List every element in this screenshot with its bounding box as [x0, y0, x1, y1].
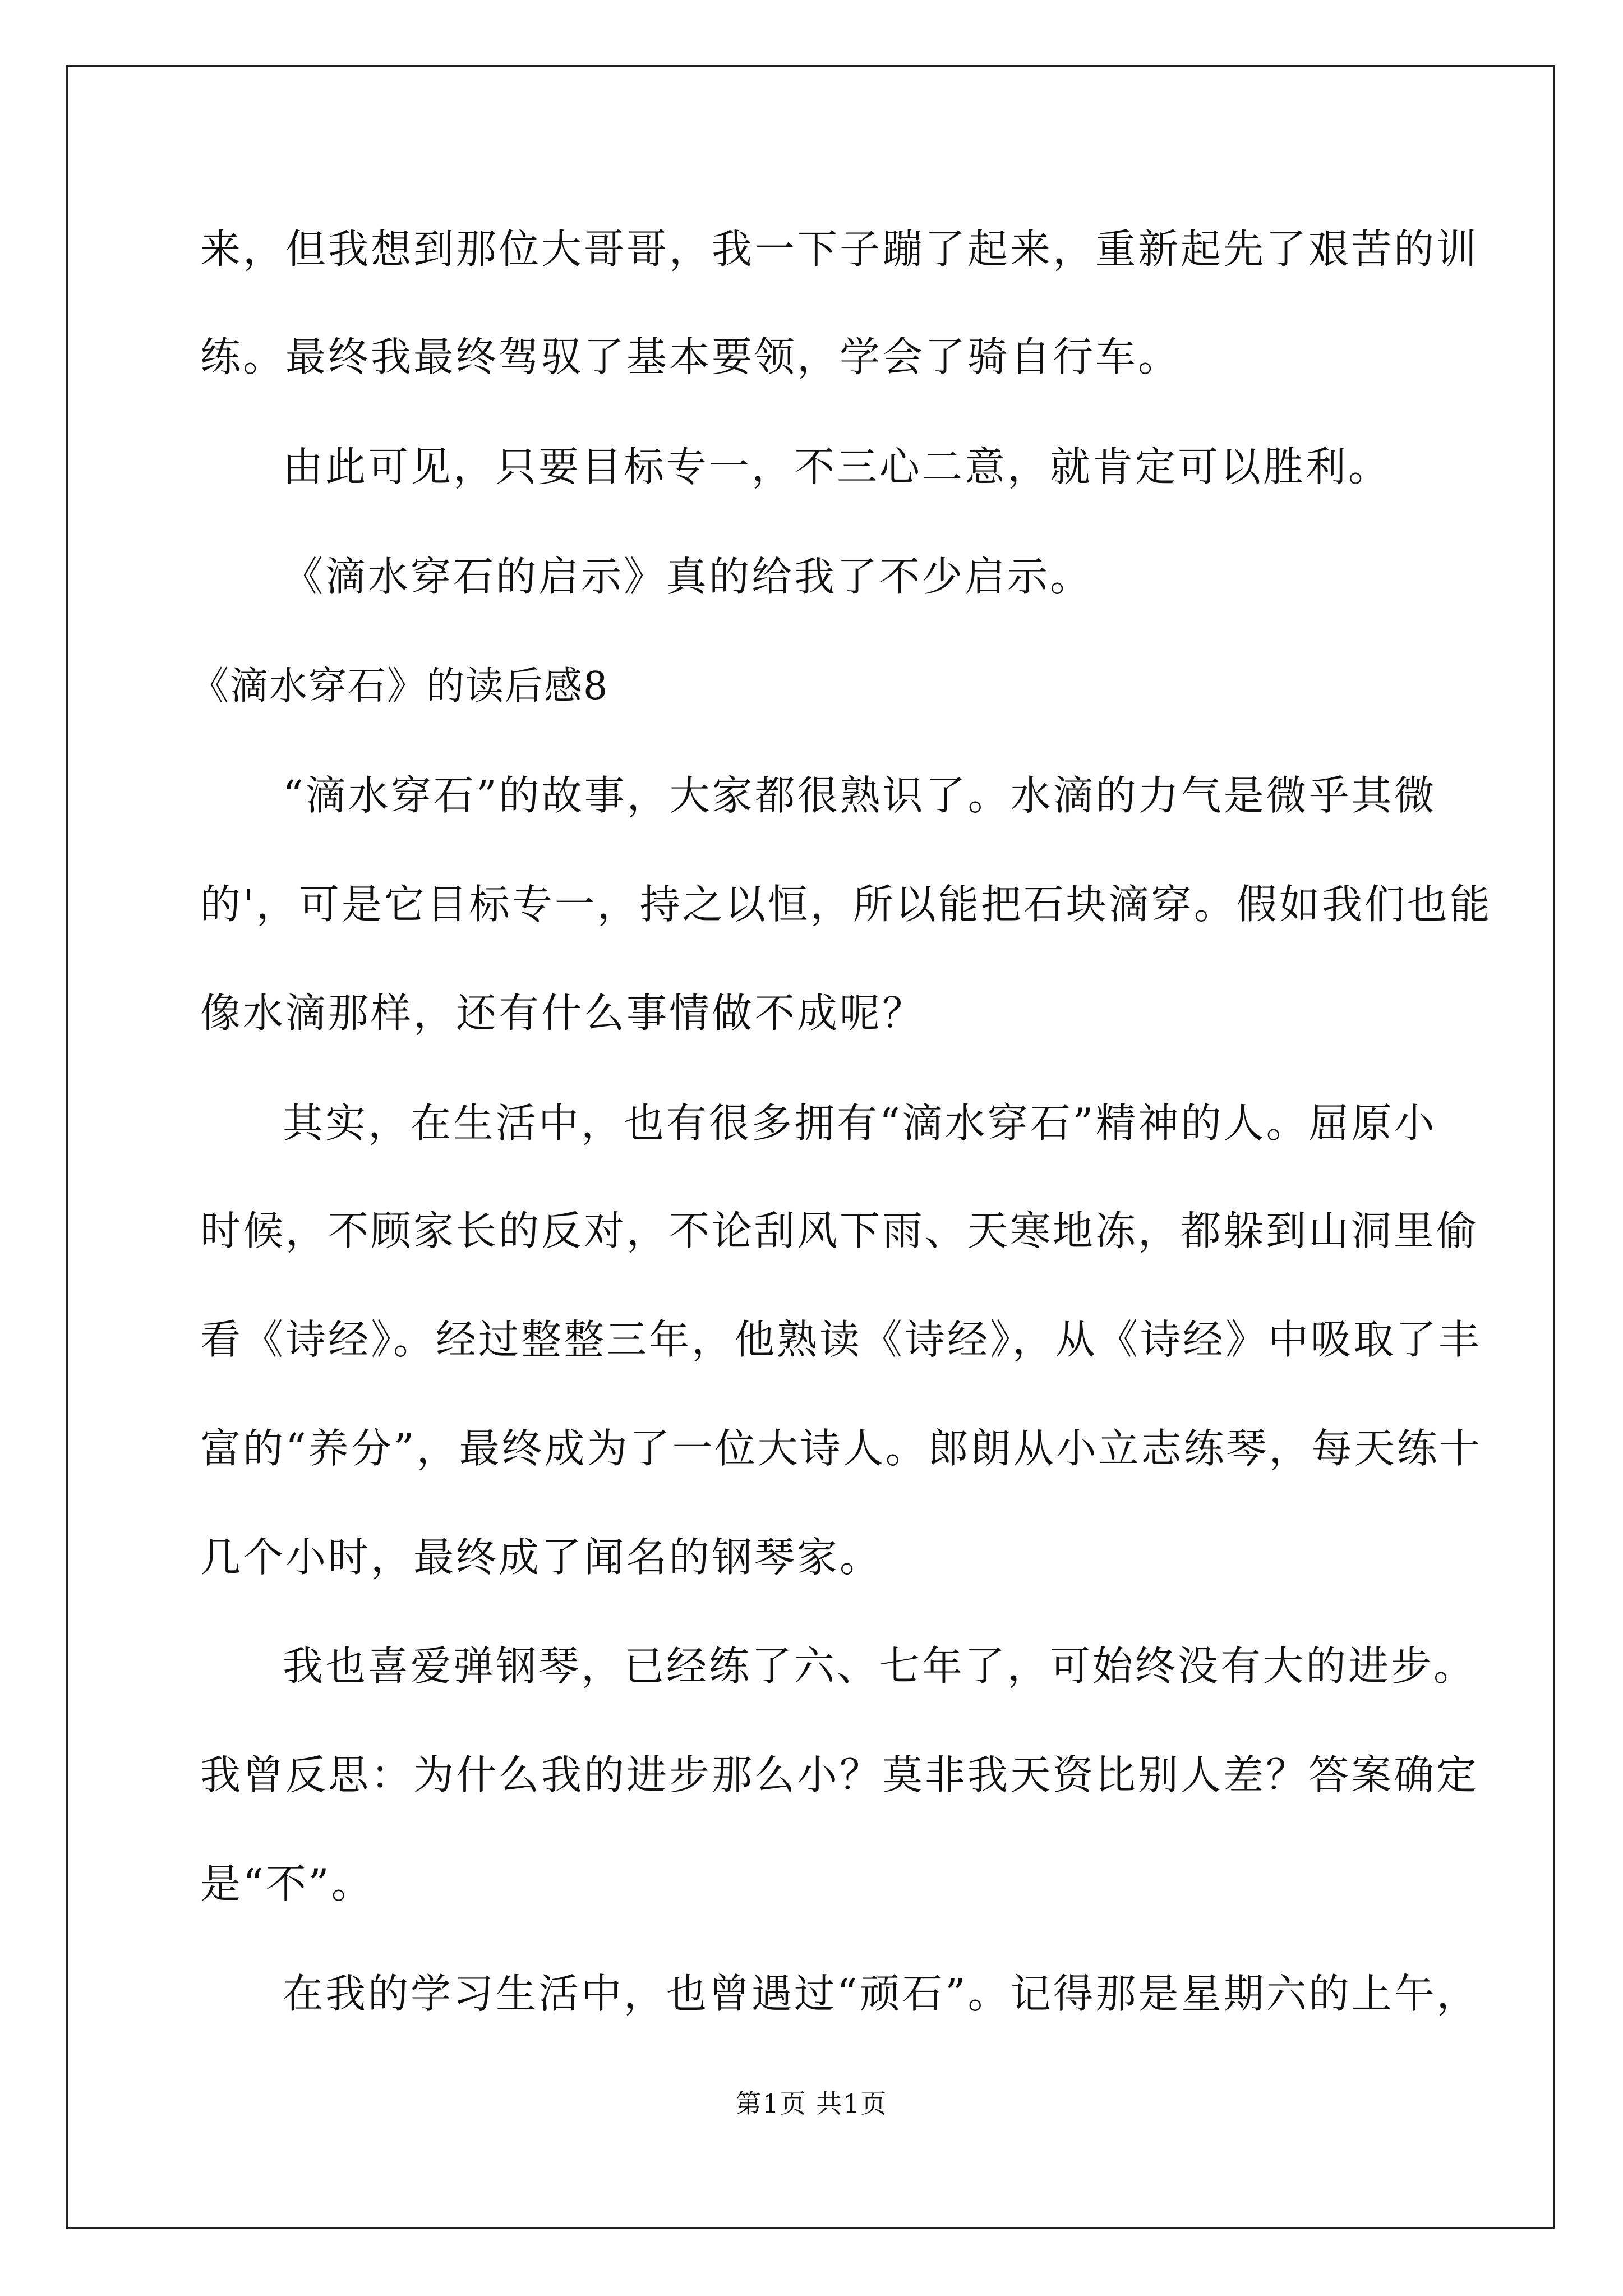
- text-line: 来，但我想到那位大哥哥，我一下子蹦了起来，重新起先了艰苦的训: [200, 226, 1479, 273]
- text-line: 我曾反思：为什么我的进步那么小？莫非我天资比别人差？答案确定: [200, 1751, 1479, 1798]
- text-line: 的'，可是它目标专一，持之以恒，所以能把石块滴穿。假如我们也能: [200, 881, 1492, 928]
- page-footer: 第1页 共1页: [735, 2088, 888, 2119]
- text-line: 富的“养分”，最终成为了一位大诗人。郎朗从小立志练琴，每天练十: [200, 1425, 1482, 1472]
- text-line: 在我的学习生活中，也曾遇过“顽石”。记得那是星期六的上午，: [283, 1970, 1479, 2017]
- text-line: 看《诗经》。经过整整三年，他熟读《诗经》，从《诗经》中吸取了丰: [200, 1316, 1482, 1363]
- text-line: 练。最终我最终驾驭了基本要领，学会了骑自行车。: [200, 333, 1181, 380]
- text-line: 由此可见，只要目标专一，不三心二意，就肯定可以胜利。: [283, 443, 1391, 490]
- section-heading: 《滴水穿石》的读后感8: [191, 664, 609, 708]
- text-line: 其实，在生活中，也有很多拥有“滴水穿石”精神的人。屈原小: [283, 1099, 1437, 1147]
- text-line: 几个小时，最终成了闻名的钢琴家。: [200, 1534, 883, 1581]
- text-line: 是“不”。: [200, 1860, 374, 1907]
- text-line: 像水滴那样，还有什么事情做不成呢？: [200, 990, 925, 1037]
- text-line: 我也喜爱弹钢琴，已经练了六、七年了，可始终没有大的进步。: [283, 1642, 1477, 1690]
- text-line: 《滴水穿石的启示》真的给我了不少启示。: [283, 553, 1093, 600]
- text-line: “滴水穿石”的故事，大家都很熟识了。水滴的力气是微乎其微: [283, 772, 1437, 819]
- text-line: 时候，不顾家长的反对，不论刮风下雨、天寒地冻，都躲到山洞里偷: [200, 1207, 1479, 1254]
